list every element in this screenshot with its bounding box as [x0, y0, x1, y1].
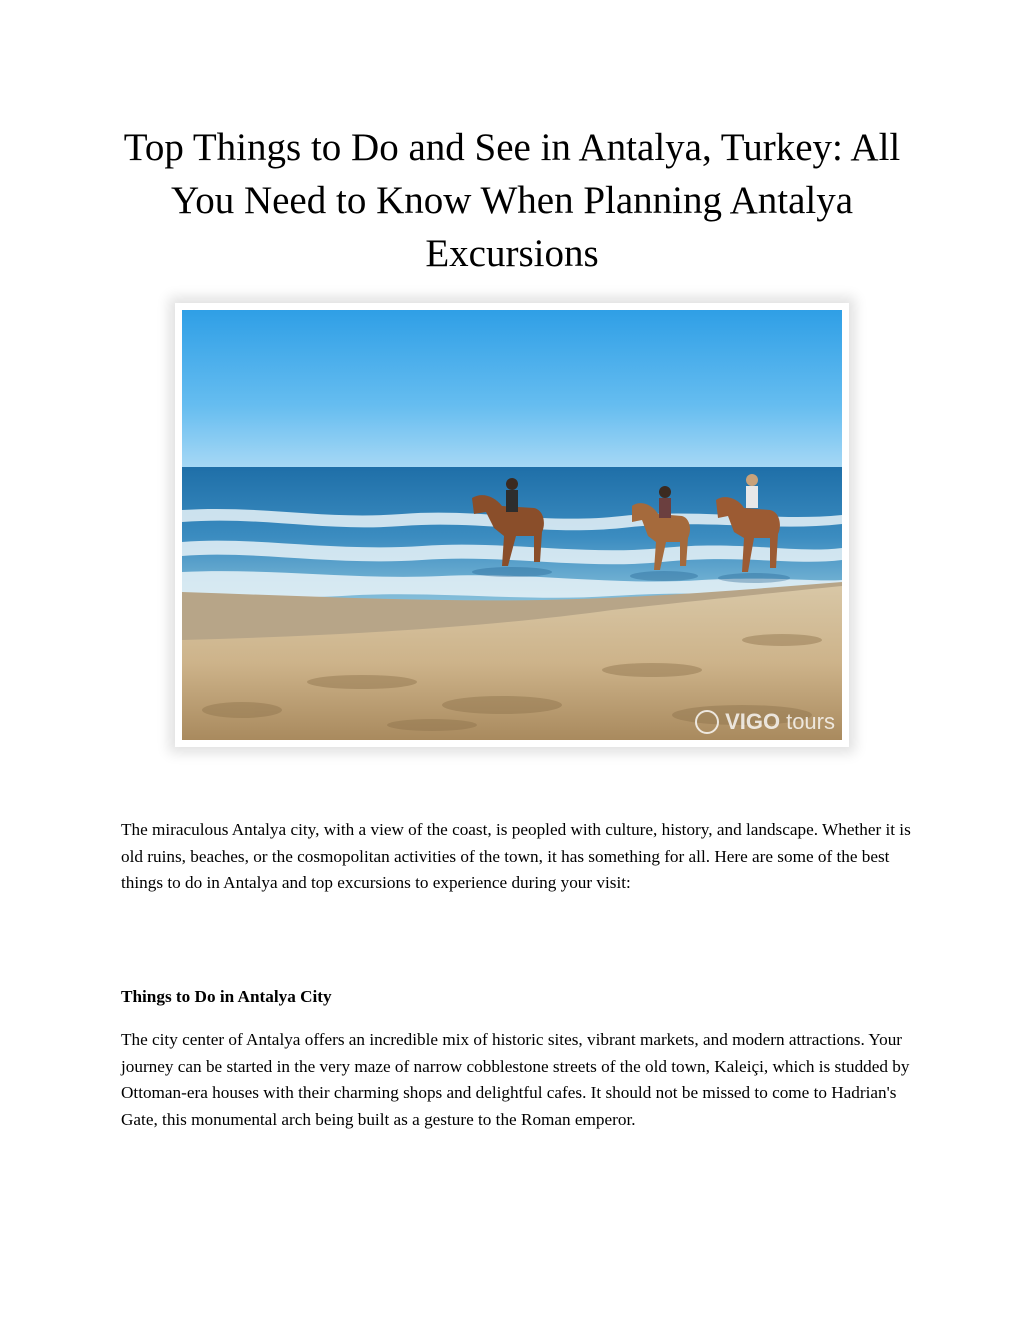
watermark [695, 709, 835, 735]
beach-horse-riding-photo [175, 303, 849, 747]
sky [182, 310, 842, 470]
section-body: The city center of Antalya offers an incredible mix of historic sites, vibrant markets, and modern attractions. Your journey can be started in the very maze of narrow cobblestone streets of the old town, Kaleiçi, which is studded by Ottoman-era houses with their charming shops and delightful cafes. It should not be missed to come to Hadrian's Gate, this monumental arch being built as a gesture to the Roman emperor. [121, 1030, 910, 1129]
watermark-brand: VIGO [725, 709, 781, 734]
watermark-suffix: tours [786, 709, 835, 734]
brand-logo-icon [695, 710, 719, 734]
page-title: Top Things to Do and See in Antalya, Turkey: All You Need to Know When Planning Antalya Excursions [123, 126, 901, 275]
intro-paragraph: The miraculous Antalya city, with a view of the coast, is peopled with culture, history, and landscape. Whether it is old ruins, beaches, or the cosmopolitan activities of the town, it has something for all. Here are some of the best things to do in Antalya and top excursions to experience during your visit: [121, 820, 911, 892]
section-heading: Things to Do in Antalya City [121, 987, 332, 1006]
photo-illustration [182, 310, 842, 740]
